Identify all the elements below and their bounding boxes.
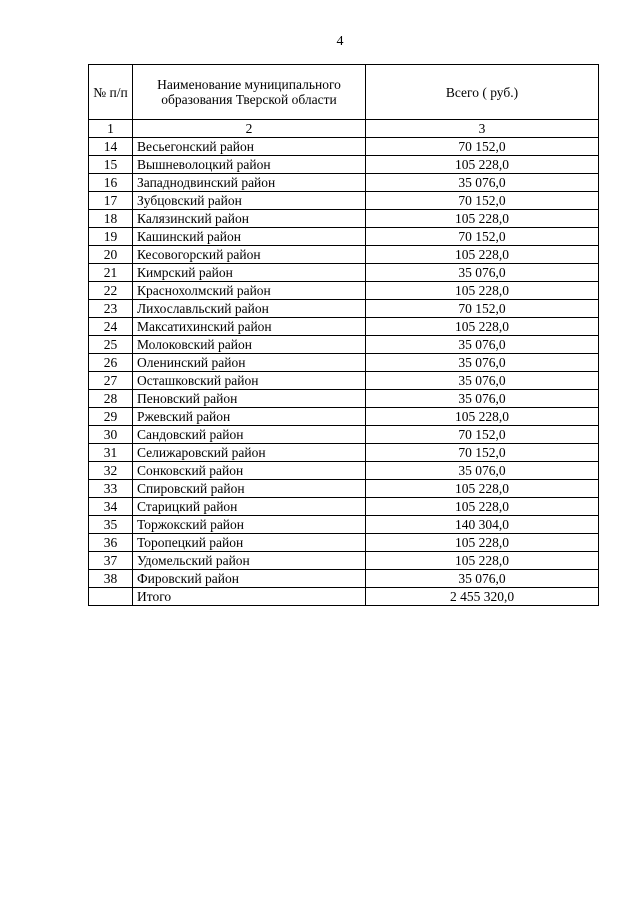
row-number: 17	[89, 192, 133, 210]
table-row	[89, 462, 599, 480]
district-name: Кимрский район	[133, 264, 366, 282]
amount-value: 35 076,0	[366, 264, 599, 282]
amount-value: 105 228,0	[366, 498, 599, 516]
district-name: Краснохолмский район	[133, 282, 366, 300]
column-index: 1	[89, 120, 133, 138]
amount-value: 70 152,0	[366, 300, 599, 318]
amount-value: 105 228,0	[366, 318, 599, 336]
table-row	[89, 354, 599, 372]
amount-value: 35 076,0	[366, 372, 599, 390]
amount-value: 140 304,0	[366, 516, 599, 534]
table-row	[89, 264, 599, 282]
row-number: 20	[89, 246, 133, 264]
amount-value: 70 152,0	[366, 426, 599, 444]
amount-value: 35 076,0	[366, 174, 599, 192]
column-index-row	[89, 120, 599, 138]
amount-value: 70 152,0	[366, 228, 599, 246]
row-number: 27	[89, 372, 133, 390]
table-row	[89, 228, 599, 246]
total-amount: 2 455 320,0	[366, 588, 599, 606]
header-name: Наименование муниципального образования Тверской области	[133, 65, 366, 120]
row-number: 35	[89, 516, 133, 534]
row-number: 23	[89, 300, 133, 318]
table-row	[89, 516, 599, 534]
table-row	[89, 138, 599, 156]
district-name: Молоковский район	[133, 336, 366, 354]
table-row	[89, 210, 599, 228]
amount-value: 70 152,0	[366, 138, 599, 156]
row-number: 33	[89, 480, 133, 498]
amount-value: 70 152,0	[366, 444, 599, 462]
row-number: 15	[89, 156, 133, 174]
table-header-row	[89, 65, 599, 120]
district-name: Зубцовский район	[133, 192, 366, 210]
header-num: № п/п	[89, 65, 133, 120]
district-name: Старицкий район	[133, 498, 366, 516]
table-row	[89, 336, 599, 354]
amount-value: 70 152,0	[366, 192, 599, 210]
district-name: Удомельский район	[133, 552, 366, 570]
district-name: Западнодвинский район	[133, 174, 366, 192]
row-number: 29	[89, 408, 133, 426]
amount-value: 35 076,0	[366, 570, 599, 588]
amount-value: 35 076,0	[366, 336, 599, 354]
table-row	[89, 408, 599, 426]
row-number: 16	[89, 174, 133, 192]
district-name: Калязинский район	[133, 210, 366, 228]
district-name: Кесовогорский район	[133, 246, 366, 264]
table-row	[89, 156, 599, 174]
amount-value: 35 076,0	[366, 462, 599, 480]
amount-value: 105 228,0	[366, 408, 599, 426]
district-name: Оленинский район	[133, 354, 366, 372]
row-number: 26	[89, 354, 133, 372]
amount-value: 105 228,0	[366, 210, 599, 228]
table-row	[89, 174, 599, 192]
table-row	[89, 426, 599, 444]
amount-value: 105 228,0	[366, 246, 599, 264]
table-row	[89, 390, 599, 408]
table-row	[89, 552, 599, 570]
column-index: 3	[366, 120, 599, 138]
district-name: Спировский район	[133, 480, 366, 498]
amount-value: 105 228,0	[366, 156, 599, 174]
amount-value: 35 076,0	[366, 354, 599, 372]
district-name: Кашинский район	[133, 228, 366, 246]
row-number: 28	[89, 390, 133, 408]
table-row	[89, 480, 599, 498]
amount-value: 105 228,0	[366, 534, 599, 552]
district-name: Пеновский район	[133, 390, 366, 408]
row-number: 18	[89, 210, 133, 228]
district-name: Осташковский район	[133, 372, 366, 390]
row-number: 38	[89, 570, 133, 588]
row-number: 30	[89, 426, 133, 444]
row-number: 36	[89, 534, 133, 552]
table-row	[89, 300, 599, 318]
amount-value: 105 228,0	[366, 282, 599, 300]
total-row-empty-cell	[89, 588, 133, 606]
row-number: 32	[89, 462, 133, 480]
row-number: 22	[89, 282, 133, 300]
table-row	[89, 282, 599, 300]
total-label: Итого	[133, 588, 366, 606]
allocation-table	[88, 64, 599, 606]
district-name: Вышневолоцкий район	[133, 156, 366, 174]
district-name: Торжокский район	[133, 516, 366, 534]
district-name: Сандовский район	[133, 426, 366, 444]
row-number: 37	[89, 552, 133, 570]
page-number: 4	[336, 34, 344, 49]
table-row	[89, 246, 599, 264]
amount-value: 105 228,0	[366, 552, 599, 570]
district-name: Торопецкий район	[133, 534, 366, 552]
row-number: 19	[89, 228, 133, 246]
district-name: Фировский район	[133, 570, 366, 588]
table-row	[89, 498, 599, 516]
district-name: Ржевский район	[133, 408, 366, 426]
column-index: 2	[133, 120, 366, 138]
row-number: 24	[89, 318, 133, 336]
row-number: 14	[89, 138, 133, 156]
table-row	[89, 318, 599, 336]
district-name: Максатихинский район	[133, 318, 366, 336]
total-row	[89, 588, 599, 606]
district-name: Весьегонский район	[133, 138, 366, 156]
table-row	[89, 570, 599, 588]
table-row	[89, 534, 599, 552]
row-number: 21	[89, 264, 133, 282]
header-total: Всего ( руб.)	[366, 65, 599, 120]
row-number: 25	[89, 336, 133, 354]
table-row	[89, 192, 599, 210]
table-row	[89, 444, 599, 462]
district-name: Сонковский район	[133, 462, 366, 480]
district-name: Лихославльский район	[133, 300, 366, 318]
amount-value: 105 228,0	[366, 480, 599, 498]
district-name: Селижаровский район	[133, 444, 366, 462]
row-number: 31	[89, 444, 133, 462]
row-number: 34	[89, 498, 133, 516]
table-row	[89, 372, 599, 390]
amount-value: 35 076,0	[366, 390, 599, 408]
